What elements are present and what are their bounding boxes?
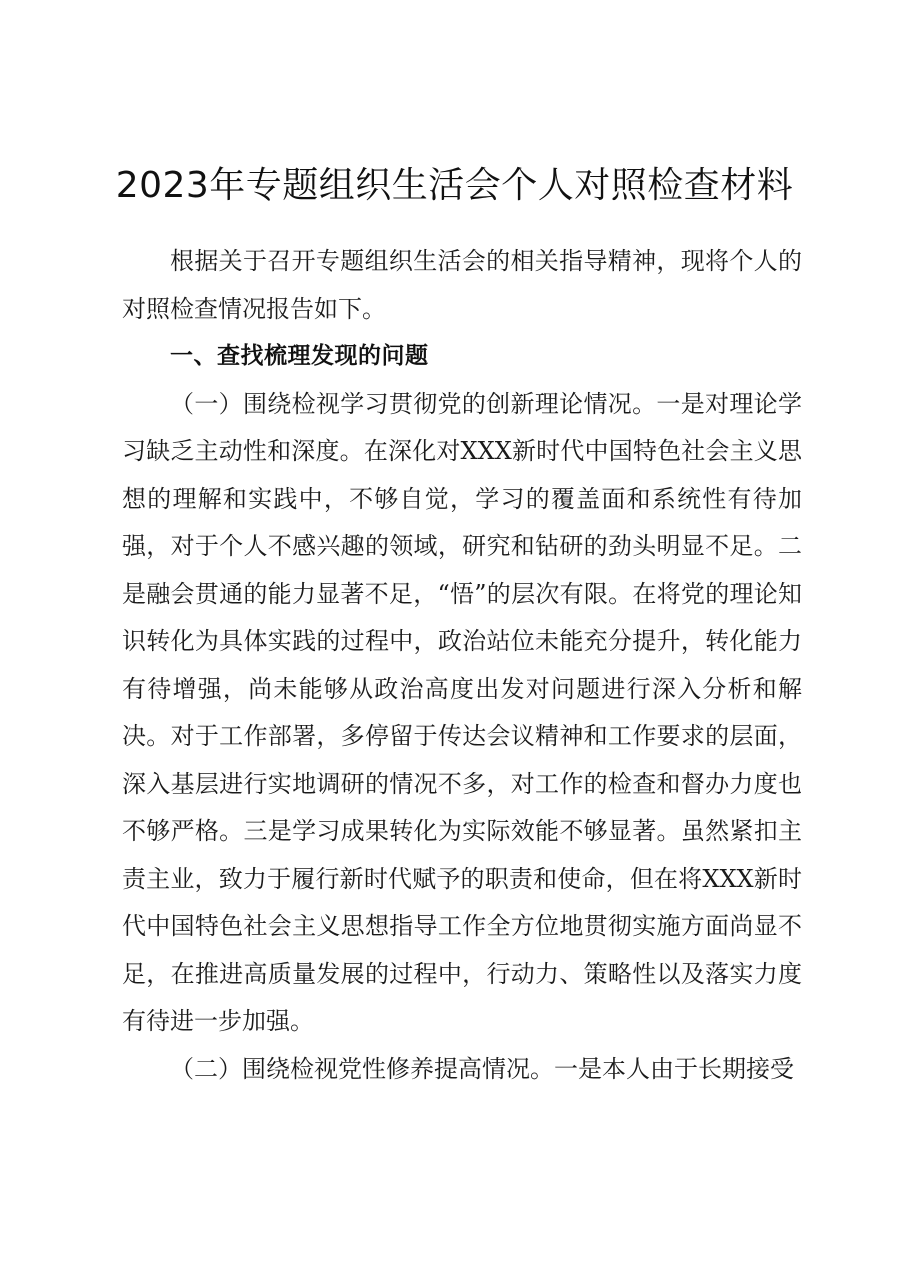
item-1-paragraph: （一）围绕检视学习贯彻党的创新理论情况。一是对理论学习缺乏主动性和深度。在深化对XXX新时代中国特色社会主义思想的理解和实践中，不够自觉，学习的覆盖面和系统性有待加强，对于个人不感兴趣的领域，研究和钻研的劲头明显不足。二是融会贯通的能力显著不足，“悟”的层次有限。在将党的理论知识转化为具体实践的过程中，政治站位未能充分提升，转化能力有待增强，尚未能够从政治高度出发对问题进行深入分析和解决。对于工作部署，多停留于传达会议精神和工作要求的层面，深入基层进行实地调研的情况不多，对工作的检查和督办力度也不够严格。三是学习成果转化为实际效能不够显著。虽然紧扣主责主业，致力于履行新时代赋予的职责和使命，但在将XXX新时代中国特色社会主义思想指导工作全方位地贯彻实施方面尚显不足，在推进高质量发展的过程中，行动力、策略性以及落实力度有待进一步加强。 xyxy=(122,389,802,1035)
document-title: 2023年专题组织生活会个人对照检查材料 xyxy=(115,165,794,206)
section-heading: 一、查找梳理发现的问题 xyxy=(170,343,429,369)
item-2-paragraph: （二）围绕检视党性修养提高情况。一是本人由于长期接受 xyxy=(170,1054,794,1083)
intro-paragraph: 根据关于召开专题组织生活会的相关指导精神，现将个人的对照检查情况报告如下。 xyxy=(122,247,802,323)
document-body xyxy=(122,238,802,1093)
